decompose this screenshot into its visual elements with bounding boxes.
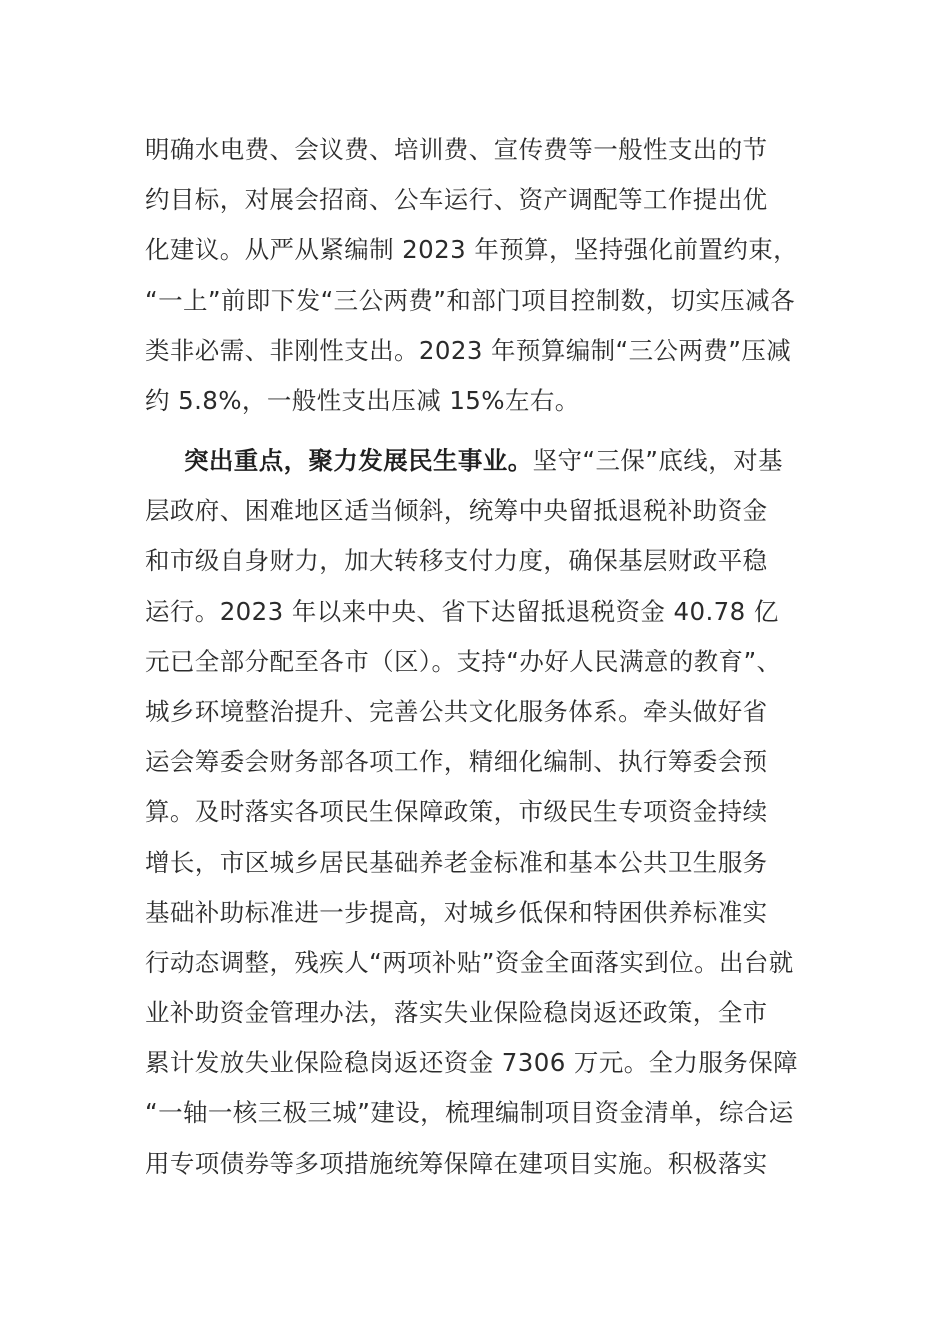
- text-line-rest: 坚守“三保”底线，对基: [532, 446, 783, 475]
- text-line: 层政府、困难地区适当倾斜，统筹中央留抵退税补助资金: [145, 496, 768, 526]
- text-line: 明确水电费、会议费、培训费、宣传费等一般性支出的节: [145, 135, 768, 164]
- text-line: “一轴一核三极三城”建设，梳理编制项目资金清单，综合运: [145, 1098, 794, 1128]
- text-line: “一上”前即下发“三公两费”和部门项目控制数，切实压减各: [145, 285, 795, 315]
- paragraph-heading: 突出重点，聚力发展民生事业。: [184, 446, 533, 475]
- text-line: 运会筹委会财务部各项工作，精细化编制、执行筹委会预: [145, 747, 768, 777]
- text-line: 化建议。从严从紧编制 2023 年预算，坚持强化前置约束，: [145, 235, 799, 265]
- paragraph-livelihood: [145, 436, 809, 1189]
- text-line: 行动态调整，残疾人“两项补贴”资金全面落实到位。出台就: [145, 947, 794, 977]
- text-line: 类非必需、非刚性支出。2023 年预算编制“三公两费”压减: [145, 335, 792, 365]
- paragraph-budget-control: [145, 125, 809, 426]
- text-line: 业补助资金管理办法，落实失业保险稳岗返还政策，全市: [145, 998, 768, 1028]
- text-line: 增长，市区城乡居民基础养老金标准和基本公共卫生服务: [145, 847, 768, 877]
- text-line: 用专项债券等多项措施统筹保障在建项目实施。积极落实: [145, 1148, 768, 1178]
- text-line: 和市级自身财力，加大转移支付力度，确保基层财政平稳: [145, 546, 768, 576]
- text-line: 城乡环境整治提升、完善公共文化服务体系。牵头做好省: [145, 696, 768, 726]
- text-line: 约目标，对展会招商、公车运行、资产调配等工作提出优: [145, 185, 768, 215]
- text-line: 运行。2023 年以来中央、省下达留抵退税资金 40.78 亿: [145, 596, 779, 626]
- text-line: 基础补助标准进一步提高，对城乡低保和特困供养标准实: [145, 897, 768, 927]
- text-line: 算。及时落实各项民生保障政策，市级民生专项资金持续: [145, 797, 768, 827]
- paragraph-first-line: [145, 436, 809, 486]
- text-line: 元已全部分配至各市（区）。支持“办好人民满意的教育”、: [145, 646, 782, 676]
- text-line: 累计发放失业保险稳岗返还资金 7306 万元。全力服务保障: [145, 1048, 799, 1078]
- text-line: 约 5.8%，一般性支出压减 15%左右。: [145, 385, 580, 415]
